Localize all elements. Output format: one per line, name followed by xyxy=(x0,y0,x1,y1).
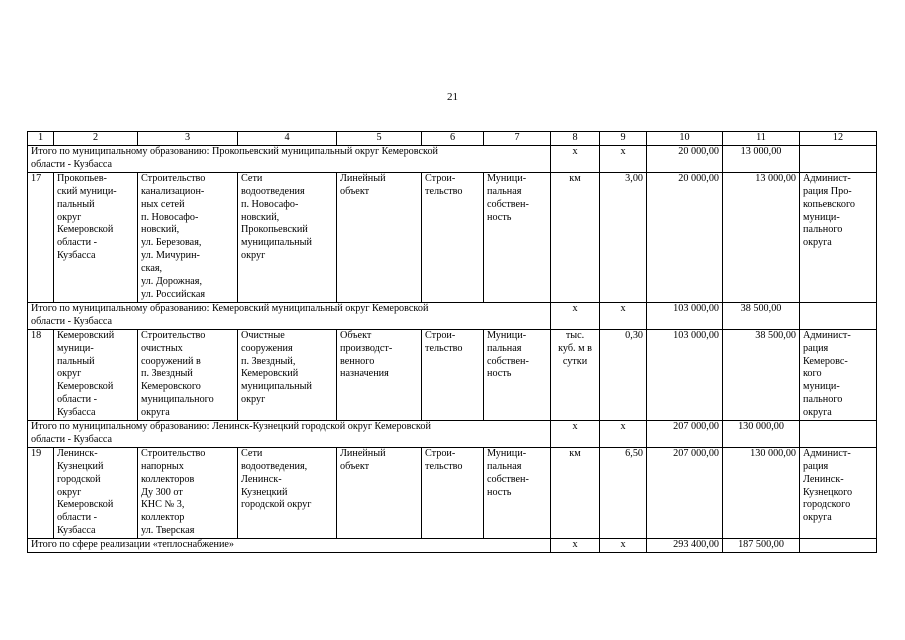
municipality-cell: Прокопьев- ский муници- пальный округ Кемеровской области - Кузбасса xyxy=(54,172,138,302)
total-cell: x xyxy=(600,146,647,173)
grand-total-label: Итого по сфере реализации «теплоснабжение» xyxy=(28,539,551,553)
grand-total-row xyxy=(28,539,877,553)
column-number: 4 xyxy=(238,132,337,146)
total-label: Итого по муниципальному образованию: Прокопьевский муниципальный округ Кемеровской области - Кузбасса xyxy=(28,146,551,173)
total-cell-empty xyxy=(800,146,877,173)
unit-cell: км xyxy=(551,447,600,538)
object-cell: Очистные сооружения п. Звездный, Кемеровский муниципальный округ xyxy=(238,329,337,420)
column-number: 10 xyxy=(647,132,723,146)
total-label: Итого по муниципальному образованию: Кемеровский муниципальный округ Кемеровской области - Кузбасса xyxy=(28,302,551,329)
column-number-row xyxy=(28,132,877,146)
total-cell: x xyxy=(551,421,600,448)
amount-cell: 207 000,00 xyxy=(647,447,723,538)
object-cell: Сети водоотведения, Ленинск- Кузнецкий городской округ xyxy=(238,447,337,538)
responsible-cell: Админист- рация Ленинск- Кузнецкого городского округа xyxy=(800,447,877,538)
total-cell-empty xyxy=(800,539,877,553)
column-number: 2 xyxy=(54,132,138,146)
municipality-total-row xyxy=(28,421,877,448)
activity-cell: Строи- тельство xyxy=(422,329,484,420)
column-number: 5 xyxy=(337,132,422,146)
total-label: Итого по муниципальному образованию: Ленинск-Кузнецкий городской округ Кемеровской области - Кузбасса xyxy=(28,421,551,448)
column-number: 3 xyxy=(138,132,238,146)
table-row xyxy=(28,172,877,302)
quantity-cell: 6,50 xyxy=(600,447,647,538)
page-number: 21 xyxy=(447,91,458,103)
activity-cell: Строи- тельство xyxy=(422,172,484,302)
quantity-cell: 3,00 xyxy=(600,172,647,302)
total-cell: 13 000,00 xyxy=(723,146,800,173)
total-cell: 207 000,00 xyxy=(647,421,723,448)
object-type-cell: Линейный объект xyxy=(337,172,422,302)
row-number: 18 xyxy=(28,329,54,420)
work-cell: Строительство напорных коллекторов Ду 300 от КНС № 3, коллектор ул. Тверская xyxy=(138,447,238,538)
amount-cell: 13 000,00 xyxy=(723,172,800,302)
responsible-cell: Админист- рация Кемеровс- кого муници- пального округа xyxy=(800,329,877,420)
column-number: 8 xyxy=(551,132,600,146)
total-cell: x xyxy=(600,539,647,553)
ownership-cell: Муници- пальная собствен- ность xyxy=(484,329,551,420)
total-cell: 293 400,00 xyxy=(647,539,723,553)
object-type-cell: Линейный объект xyxy=(337,447,422,538)
table-row xyxy=(28,329,877,420)
column-number: 9 xyxy=(600,132,647,146)
unit-cell: тыс. куб. м в сутки xyxy=(551,329,600,420)
ownership-cell: Муници- пальная собствен- ность xyxy=(484,172,551,302)
amount-cell: 20 000,00 xyxy=(647,172,723,302)
total-cell-empty xyxy=(800,302,877,329)
total-cell: 187 500,00 xyxy=(723,539,800,553)
total-cell: x xyxy=(600,421,647,448)
total-cell: 20 000,00 xyxy=(647,146,723,173)
municipality-cell: Кемеровский муници- пальный округ Кемеровской области - Кузбасса xyxy=(54,329,138,420)
municipality-total-row xyxy=(28,302,877,329)
amount-cell: 130 000,00 xyxy=(723,447,800,538)
municipality-cell: Ленинск- Кузнецкий городской округ Кемеровской области - Кузбасса xyxy=(54,447,138,538)
table-row xyxy=(28,447,877,538)
column-number: 1 xyxy=(28,132,54,146)
total-cell: 103 000,00 xyxy=(647,302,723,329)
total-cell: 130 000,00 xyxy=(723,421,800,448)
object-type-cell: Объект производст- венного назначения xyxy=(337,329,422,420)
row-number: 19 xyxy=(28,447,54,538)
responsible-cell: Админист- рация Про- копьевского муници- пального округа xyxy=(800,172,877,302)
work-cell: Строительство канализацион- ных сетей п. Новосафо- новский, ул. Березовая, ул. Мичурин- ская, ул. Дорожная, ул. Российская xyxy=(138,172,238,302)
activity-cell: Строи- тельство xyxy=(422,447,484,538)
column-number: 12 xyxy=(800,132,877,146)
object-cell: Сети водоотведения п. Новосафо- новский, Прокопьевский муниципальный округ xyxy=(238,172,337,302)
amount-cell: 103 000,00 xyxy=(647,329,723,420)
column-number: 11 xyxy=(723,132,800,146)
quantity-cell: 0,30 xyxy=(600,329,647,420)
amount-cell: 38 500,00 xyxy=(723,329,800,420)
total-cell: x xyxy=(551,302,600,329)
total-cell: x xyxy=(551,146,600,173)
total-cell-empty xyxy=(800,421,877,448)
investment-table xyxy=(27,131,877,553)
total-cell: x xyxy=(600,302,647,329)
work-cell: Строительство очистных сооружений в п. Звездный Кемеровского муниципального округа xyxy=(138,329,238,420)
row-number: 17 xyxy=(28,172,54,302)
municipality-total-row xyxy=(28,146,877,173)
total-cell: 38 500,00 xyxy=(723,302,800,329)
total-cell: x xyxy=(551,539,600,553)
column-number: 7 xyxy=(484,132,551,146)
column-number: 6 xyxy=(422,132,484,146)
unit-cell: км xyxy=(551,172,600,302)
ownership-cell: Муници- пальная собствен- ность xyxy=(484,447,551,538)
